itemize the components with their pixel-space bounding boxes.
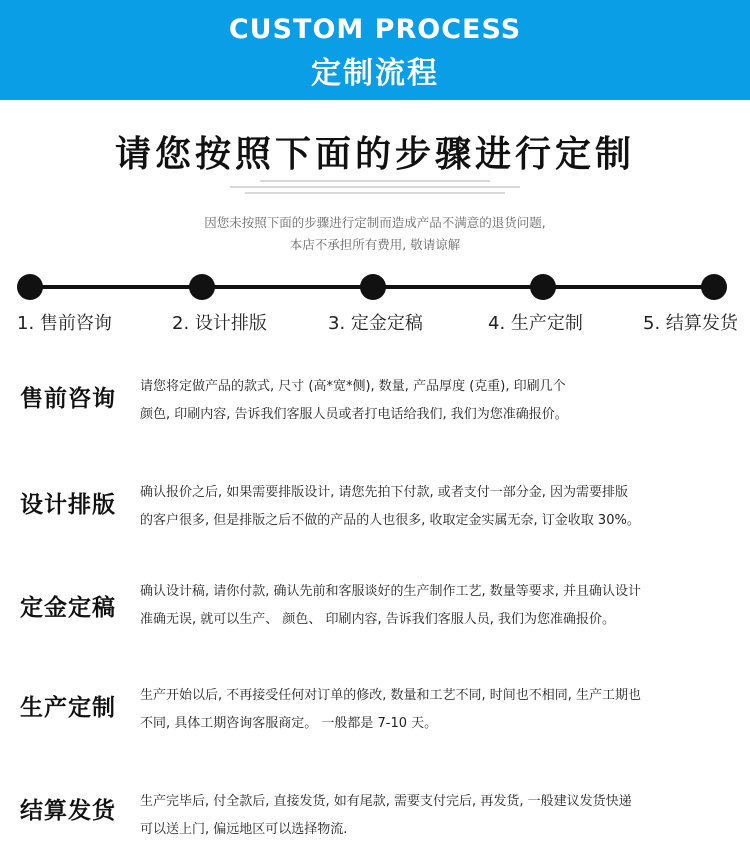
section-text-line-2: 准确无误, 就可以生产、 颜色、 印刷内容, 告诉我们客服人员, 我们为您准确报价。	[140, 612, 616, 627]
timeline-dot-2	[189, 274, 215, 300]
section-title: 定金定稿	[20, 595, 116, 621]
faint-decorative-lines	[200, 178, 550, 190]
step-label-2: 2. 设计排版	[172, 313, 267, 334]
timeline-dot-1	[17, 274, 43, 300]
step-label-5: 5. 结算发货	[643, 313, 738, 334]
section-text-line-2: 颜色, 印刷内容, 告诉我们客服人员或者打电话给我们, 我们为您准确报价。	[140, 407, 568, 422]
timeline-dot-5	[701, 274, 727, 300]
banner-title-zh: 定制流程	[311, 56, 439, 91]
step-label-4: 4. 生产定制	[488, 313, 583, 334]
section-title: 设计排版	[20, 492, 116, 518]
section-text-line-2: 可以送上门, 偏远地区可以选择物流.	[140, 822, 348, 837]
process-timeline	[0, 268, 750, 308]
section-text-line-1: 生产开始以后, 不再接受任何对订单的修改, 数量和工艺不同, 时间也不相同, 生产工期也	[140, 688, 642, 703]
header-banner	[0, 0, 750, 100]
timeline-dot-3	[360, 274, 386, 300]
banner-title-en: CUSTOM PROCESS	[228, 14, 522, 45]
section-text-line-1: 生产完毕后, 付全款后, 直接发货, 如有尾款, 需要支付完后, 再发货, 一般建议发货快递	[140, 794, 632, 809]
section-text-line-1: 确认设计稿, 请你付款, 确认先前和客服谈好的生产制作工艺, 数量等要求, 并且确认设计	[140, 584, 642, 599]
section-text-line-1: 确认报价之后, 如果需要排版设计, 请您先拍下付款, 或者支付一部分金, 因为需要排版	[140, 485, 629, 500]
section-title: 生产定制	[20, 695, 116, 721]
section-text-line-2: 不同, 具体工期咨询客服商定。 一般都是 7-10 天。	[140, 716, 438, 731]
section-text-line-2: 的客户很多, 但是排版之后不做的产品的人也很多, 收取定金实属无奈, 订金收取 30%。	[140, 513, 640, 528]
step-label-1: 1. 售前咨询	[17, 313, 112, 334]
step-label-3: 3. 定金定稿	[328, 313, 423, 334]
notice-line-1: 因您未按照下面的步骤进行定制而造成产品不满意的退货问题,	[204, 215, 546, 230]
notice-line-2: 本店不承担所有费用, 敬请谅解	[289, 237, 461, 252]
section-title: 售前咨询	[20, 386, 116, 412]
section-title: 结算发货	[20, 798, 116, 824]
section-text-line-1: 请您将定做产品的款式, 尺寸 (高*宽*侧), 数量, 产品厚度 (克重), 印刷几个	[140, 379, 566, 394]
timeline-dot-4	[530, 274, 556, 300]
main-heading: 请您按照下面的步骤进行定制	[114, 134, 635, 175]
